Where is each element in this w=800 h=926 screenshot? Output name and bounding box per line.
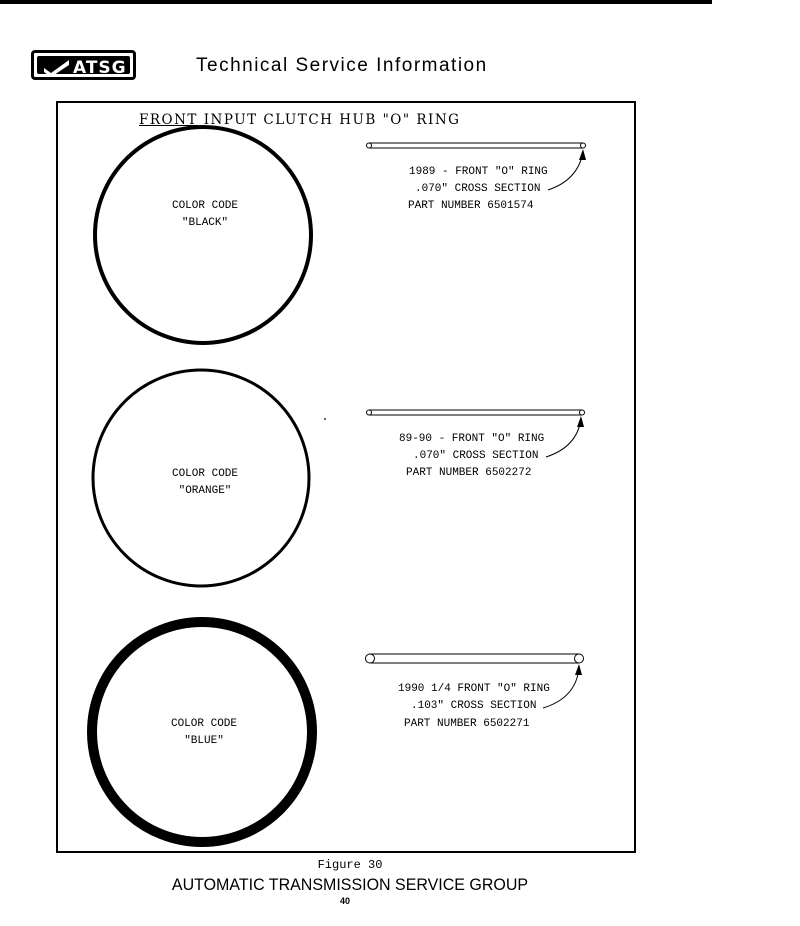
ring-2-color-code-label: COLOR CODE <box>171 468 238 480</box>
leader-arrow-1 <box>548 152 583 190</box>
ring-2-cross-section: .070" CROSS SECTION <box>413 450 539 462</box>
ring-1-color-name: "BLACK" <box>181 217 229 229</box>
page-header-title: Technical Service Information <box>196 55 488 76</box>
cross-section-rod-2 <box>367 410 585 415</box>
page-number: 40 <box>339 896 350 906</box>
cross-section-rod-1 <box>367 143 586 148</box>
ring-1-cross-section: .070" CROSS SECTION <box>415 183 541 195</box>
ring-2-description: 89-90 - FRONT "O" RING <box>399 433 545 445</box>
ring-3-part-number: PART NUMBER 6502271 <box>404 718 530 730</box>
ring-2-color-name: "ORANGE" <box>178 485 232 497</box>
leader-arrow-2 <box>546 419 581 457</box>
ring-3-cross-section: .103" CROSS SECTION <box>411 700 537 712</box>
o-ring-blue <box>92 622 312 842</box>
cross-section-rod-3 <box>366 654 584 663</box>
ring-3-color-name: "BLUE" <box>184 735 224 747</box>
o-ring-black <box>95 127 311 343</box>
figure-caption: Figure 30 <box>317 858 383 872</box>
ring-3-color-code-label: COLOR CODE <box>170 718 237 730</box>
ring-2-part-number: PART NUMBER 6502272 <box>406 467 532 479</box>
ring-1-part-number: PART NUMBER 6501574 <box>408 200 534 212</box>
footer-organization: AUTOMATIC TRANSMISSION SERVICE GROUP <box>171 876 529 895</box>
logo-text: ATSG <box>73 58 127 78</box>
ring-3-description: 1990 1/4 FRONT "O" RING <box>398 683 550 695</box>
diagram-title-rest: INPUT CLUTCH HUB "O" RING <box>197 112 461 128</box>
ring-1-color-code-label: COLOR CODE <box>171 200 238 212</box>
diagram-title-front: FRONT <box>139 112 198 128</box>
ring-1-description: 1989 - FRONT "O" RING <box>409 166 548 178</box>
